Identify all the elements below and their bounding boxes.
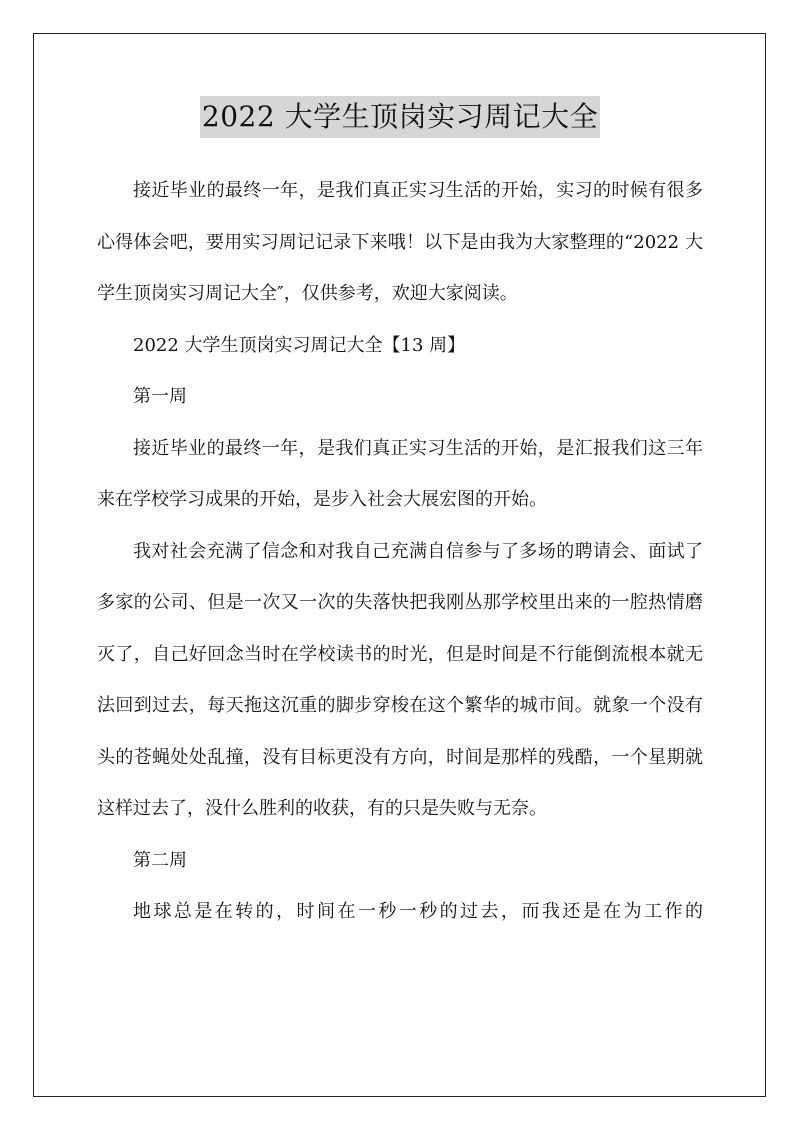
title-container (0, 96, 800, 138)
week-1-paragraph-1: 接近毕业的最终一年，是我们真正实习生活的开始，是汇报我们这三年来在学校学习成果的开始，是步入社会大展宏图的开始。 (97, 437, 703, 510)
week-1-paragraph-2: 我对社会充满了信念和对我自己充满自信参与了多场的聘请会、面试了多家的公司、但是一次又一次的失落快把我刚丛那学校里出来的一腔热情磨灭了，自己好回念当时在学校读书的时光，但是时间是不行能倒流根本就无法回到过去，每天拖这沉重的脚步穿梭在这个繁华的城市间。就象一个没有头的苍蝇处处乱撞，没有目标更没有方向，时间是那样的残酷，一个星期就这样过去了，没什么胜利的收获，有的只是失败与无奈。 (97, 540, 703, 819)
document-title: 2022 大学生顶岗实习周记大全 (200, 96, 600, 138)
document-body (97, 165, 703, 938)
section-heading: 2022 大学生顶岗实习周记大全【13 周】 (133, 334, 466, 356)
week-heading-1: 第一周 (133, 386, 187, 407)
week-2-paragraph-1: 地球总是在转的，时间在一秒一秒的过去，而我还是在为工作的 (133, 901, 703, 922)
intro-paragraph: 接近毕业的最终一年，是我们真正实习生活的开始，实习的时候有很多心得体会吧，要用实习周记记录下来哦！以下是由我为大家整理的“2022 大学生顶岗实习周记大全″，仅供参考，欢迎大家阅读。 (97, 180, 703, 304)
week-heading-2: 第二周 (133, 849, 187, 871)
